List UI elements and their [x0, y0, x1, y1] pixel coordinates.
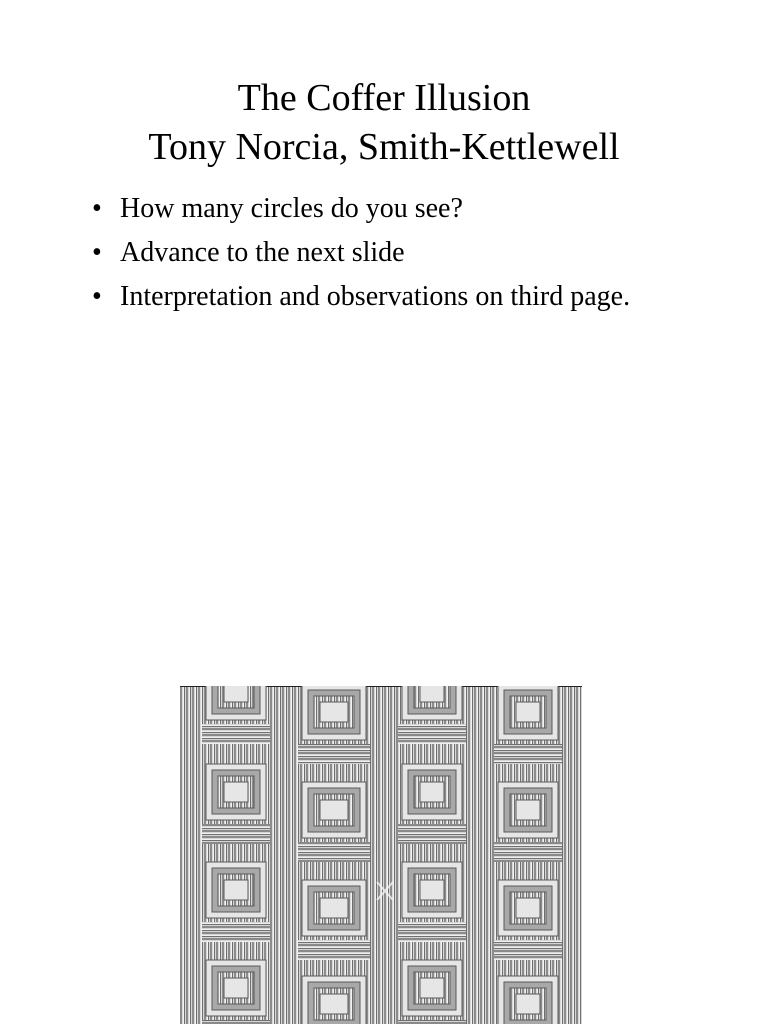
coffer-shape [202, 824, 270, 844]
coffer-shape [202, 724, 270, 744]
coffer-shape [298, 940, 370, 960]
coffer-shape [320, 898, 348, 918]
coffer-shape [516, 702, 540, 722]
coffer-shape [420, 686, 444, 702]
bullet-item [92, 190, 652, 228]
coffer-shape [398, 724, 466, 744]
bullet-item [92, 234, 652, 272]
title-line-2: Tony Norcia, Smith-Kettlewell [148, 126, 620, 168]
bullet-text: How many circles do you see? [120, 193, 463, 224]
coffer-illusion-image [180, 686, 582, 1024]
coffer-shape [494, 842, 562, 862]
coffer-shape [320, 702, 348, 722]
coffer-shape [420, 782, 444, 802]
coffer-shape [224, 978, 248, 998]
bullet-dot: • [92, 281, 102, 312]
coffer-shape [298, 744, 370, 764]
coffer-shape [398, 1020, 466, 1024]
coffer-shape [320, 800, 348, 820]
coffer-shape [420, 880, 444, 900]
bullet-text: Interpretation and observations on third page. [120, 281, 631, 312]
coffer-shape [224, 880, 248, 900]
title-line-1: The Coffer Illusion [237, 77, 531, 119]
coffer-shape [202, 922, 270, 942]
coffer-shape [516, 898, 540, 918]
bullet-text: Advance to the next slide [120, 237, 405, 268]
coffer-shape [420, 978, 444, 998]
bullet-dot: • [92, 237, 102, 268]
bullet-dot: • [92, 193, 102, 224]
coffer-shape [516, 994, 540, 1014]
slide-title [0, 74, 768, 172]
coffer-shape [224, 782, 248, 802]
coffer-shape [516, 800, 540, 820]
coffer-shape [398, 922, 466, 942]
bullet-item [92, 278, 652, 316]
coffer-shape [398, 824, 466, 844]
coffer-shape [494, 940, 562, 960]
coffer-shape [494, 744, 562, 764]
coffer-shape [224, 686, 248, 702]
coffer-shape [298, 842, 370, 862]
bullet-list [92, 190, 652, 322]
coffer-shape [320, 994, 348, 1014]
coffer-shape [202, 1020, 270, 1024]
